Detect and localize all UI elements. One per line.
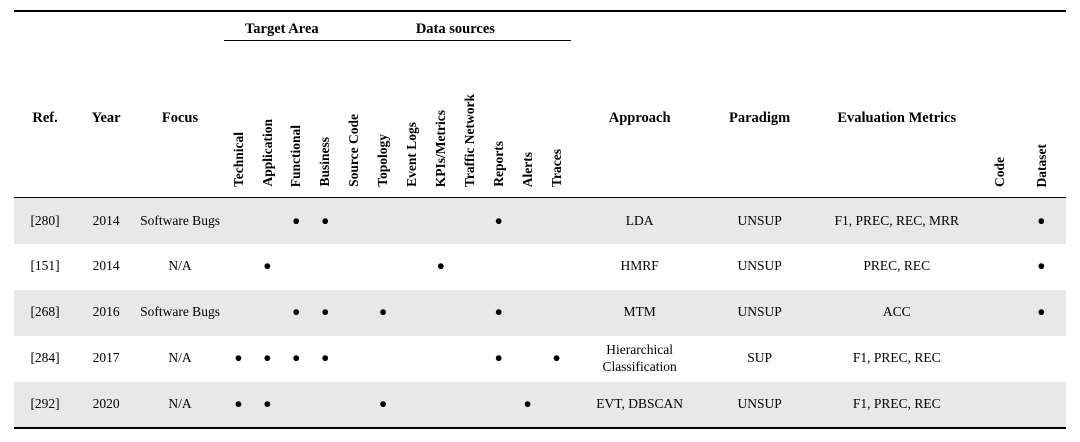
col-header-alerts-label: Alerts <box>519 151 535 187</box>
column-header-row <box>14 41 1066 198</box>
cell-year: 2016 <box>76 290 136 336</box>
col-header-event-logs <box>397 41 426 198</box>
cell-alerts <box>513 336 542 382</box>
cell-application <box>253 198 282 244</box>
col-header-traces-label: Traces <box>548 149 564 187</box>
col-header-dataset-label: Dataset <box>1033 143 1049 187</box>
col-header-business <box>311 41 340 198</box>
cell-source-code <box>340 336 369 382</box>
cell-focus: N/A <box>168 258 192 274</box>
cell-traffic-network <box>455 382 484 428</box>
cell-event-logs <box>397 244 426 290</box>
cell-application: ● <box>263 350 272 366</box>
cell-dataset: ● <box>1017 198 1066 244</box>
cell-dataset: ● <box>1037 258 1046 274</box>
cell-kpis-metrics <box>426 290 455 336</box>
cell-year: 2014 <box>76 198 136 244</box>
cell-kpis-metrics <box>426 382 455 428</box>
cell-business <box>311 382 340 428</box>
cell-technical <box>224 290 253 336</box>
col-header-approach: Approach <box>608 110 671 127</box>
cell-code <box>982 382 1016 428</box>
cell-kpis-metrics: ● <box>436 258 445 274</box>
table-head <box>14 11 1066 198</box>
cell-kpis-metrics <box>426 336 455 382</box>
cell-year: 2017 <box>92 350 120 366</box>
col-header-technical <box>224 41 253 198</box>
col-header-topology <box>369 41 398 198</box>
cell-topology: ● <box>369 382 398 428</box>
comparison-table <box>14 10 1066 429</box>
cell-business: ● <box>321 350 330 366</box>
col-header-traffic-network <box>455 41 484 198</box>
col-header-traffic-network-label: Traffic Network <box>462 93 478 187</box>
col-header-dataset <box>1017 41 1066 198</box>
col-header-year: Year <box>91 110 121 127</box>
cell-traffic-network <box>455 244 484 290</box>
cell-paradigm: UNSUP <box>737 258 782 274</box>
cell-topology <box>369 336 398 382</box>
group-header-spacer-left <box>14 11 224 41</box>
cell-focus: N/A <box>136 382 224 428</box>
cell-topology <box>369 198 398 244</box>
cell-approach: EVT, DBSCAN <box>571 382 708 428</box>
cell-approach: LDA <box>571 198 708 244</box>
cell-dataset <box>1017 336 1066 382</box>
cell-paradigm: UNSUP <box>708 290 811 336</box>
cell-evaluation-metrics: F1, PREC, REC, MRR <box>811 198 982 244</box>
cell-code <box>982 336 1016 382</box>
table-row <box>14 336 1066 382</box>
col-header-code-label: Code <box>991 157 1007 187</box>
cell-business: ● <box>311 290 340 336</box>
cell-evaluation-metrics: F1, PREC, REC <box>811 382 982 428</box>
col-header-paradigm: Paradigm <box>729 110 791 127</box>
cell-year: 2014 <box>92 258 120 274</box>
group-header-data-sources: Data sources <box>340 11 571 41</box>
cell-ref: [268] <box>14 290 76 336</box>
cell-source-code <box>340 244 369 290</box>
cell-traces <box>542 198 571 244</box>
cell-evaluation-metrics: PREC, REC <box>863 258 931 274</box>
col-header-application-label: Application <box>259 119 275 187</box>
cell-ref: [280] <box>14 198 76 244</box>
col-header-application <box>253 41 282 198</box>
cell-ref: [292] <box>14 382 76 428</box>
cell-technical: ● <box>234 350 243 366</box>
cell-technical <box>224 198 253 244</box>
cell-focus: Software Bugs <box>136 198 224 244</box>
table-row <box>14 290 1066 336</box>
col-header-kpis-metrics <box>426 41 455 198</box>
cell-evaluation-metrics: F1, PREC, REC <box>852 350 941 366</box>
col-header-event-logs-label: Event Logs <box>404 122 420 187</box>
cell-paradigm: UNSUP <box>708 198 811 244</box>
table-row <box>14 244 1066 290</box>
cell-application: ● <box>263 258 272 274</box>
group-header-spacer-right <box>571 11 1066 41</box>
cell-dataset <box>1017 382 1066 428</box>
cell-kpis-metrics <box>426 198 455 244</box>
cell-paradigm: SUP <box>747 350 772 366</box>
cell-functional <box>282 382 311 428</box>
cell-business <box>311 244 340 290</box>
group-header-row <box>14 11 1066 41</box>
cell-technical: ● <box>224 382 253 428</box>
col-header-evaluation-metrics: Evaluation Metrics <box>837 110 957 127</box>
cell-functional <box>282 244 311 290</box>
cell-focus: Software Bugs <box>136 290 224 336</box>
table-row <box>14 198 1066 244</box>
cell-approach: MTM <box>571 290 708 336</box>
cell-reports: ● <box>484 198 513 244</box>
cell-reports <box>484 244 513 290</box>
cell-code <box>982 244 1016 290</box>
cell-traffic-network <box>455 290 484 336</box>
cell-alerts <box>513 244 542 290</box>
col-header-source-code <box>340 41 369 198</box>
cell-ref: [151] <box>30 258 60 274</box>
cell-functional: ● <box>282 290 311 336</box>
cell-traces: ● <box>552 350 561 366</box>
cell-application <box>253 290 282 336</box>
table-row <box>14 382 1066 428</box>
cell-event-logs <box>397 198 426 244</box>
cell-alerts: ● <box>513 382 542 428</box>
cell-source-code <box>340 290 369 336</box>
cell-business: ● <box>311 198 340 244</box>
cell-event-logs <box>397 382 426 428</box>
cell-application: ● <box>253 382 282 428</box>
cell-event-logs <box>397 336 426 382</box>
cell-event-logs <box>397 290 426 336</box>
cell-traces <box>542 382 571 428</box>
cell-alerts <box>513 198 542 244</box>
col-header-topology-label: Topology <box>375 134 391 187</box>
cell-traffic-network <box>455 336 484 382</box>
cell-topology <box>369 244 398 290</box>
cell-alerts <box>513 290 542 336</box>
cell-ref: [284] <box>30 350 60 366</box>
col-header-ref: Ref. <box>32 110 58 127</box>
cell-dataset: ● <box>1017 290 1066 336</box>
cell-focus: N/A <box>168 350 192 366</box>
cell-paradigm: UNSUP <box>708 382 811 428</box>
col-header-source-code-label: Source Code <box>346 114 362 187</box>
cell-code <box>982 198 1016 244</box>
cell-reports <box>484 382 513 428</box>
cell-traces <box>542 290 571 336</box>
cell-source-code <box>340 382 369 428</box>
cell-evaluation-metrics: ACC <box>811 290 982 336</box>
col-header-functional <box>282 41 311 198</box>
col-header-reports <box>484 41 513 198</box>
col-header-functional-label: Functional <box>288 124 304 187</box>
cell-code <box>982 290 1016 336</box>
group-header-target-area: Target Area <box>224 11 340 41</box>
col-header-kpis-metrics-label: KPIs/Metrics <box>433 109 449 187</box>
col-header-reports-label: Reports <box>490 141 506 187</box>
cell-functional: ● <box>292 350 301 366</box>
cell-technical <box>224 244 253 290</box>
col-header-alerts <box>513 41 542 198</box>
col-header-technical-label: Technical <box>230 131 246 187</box>
col-header-business-label: Business <box>317 137 333 187</box>
cell-traffic-network <box>455 198 484 244</box>
table-body <box>14 198 1066 428</box>
cell-approach: Hierarchical Classification <box>602 342 677 374</box>
cell-reports: ● <box>494 350 503 366</box>
cell-year: 2020 <box>76 382 136 428</box>
col-header-traces <box>542 41 571 198</box>
cell-functional: ● <box>282 198 311 244</box>
cell-topology: ● <box>369 290 398 336</box>
cell-traces <box>542 244 571 290</box>
cell-approach: HMRF <box>620 258 659 274</box>
cell-reports: ● <box>484 290 513 336</box>
cell-source-code <box>340 198 369 244</box>
col-header-focus: Focus <box>161 110 199 127</box>
col-header-code <box>982 41 1016 198</box>
